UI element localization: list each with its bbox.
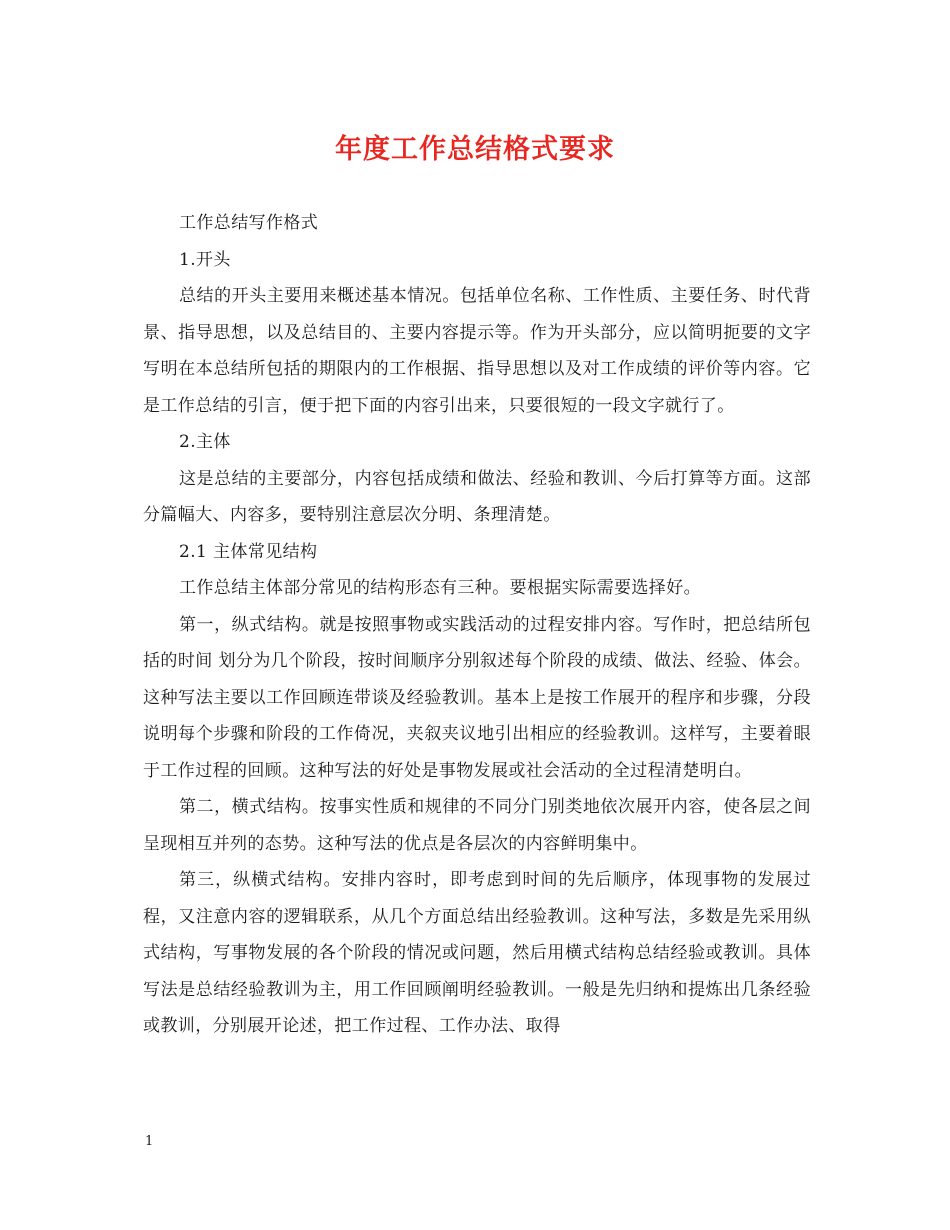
paragraph: 这是总结的主要部分，内容包括成绩和做法、经验和教训、今后打算等方面。这部分篇幅大、内容多，要特别注意层次分明、条理清楚。 — [143, 468, 811, 525]
document-body — [143, 205, 811, 1045]
paragraph: 工作总结主体部分常见的结构形态有三种。要根据实际需要选择好。 — [179, 578, 701, 598]
document-title: 年度工作总结格式要求 — [335, 134, 615, 165]
paragraph: 总结的开头主要用来概述基本情况。包括单位名称、工作性质、主要任务、时代背景、指导思想，以及总结目的、主要内容提示等。作为开头部分，应以简明扼要的文字写明在本总结所包括的期限内的工作根据、指导思想以及对工作成绩的评价等内容。它是工作总结的引言，便于把下面的内容引出来，只要很短的一段文字就行了。 — [143, 286, 811, 416]
paragraph: 第二，横式结构。按事实性质和规律的不同分门别类地依次展开内容，使各层之间呈现相互并列的态势。这种写法的优点是各层次的内容鲜明集中。 — [143, 797, 811, 854]
paragraph: 第一，纵式结构。就是按照事物或实践活动的过程安排内容。写作时，把总结所包括的时间 划分为几个阶段，按时间顺序分别叙述每个阶段的成绩、做法、经验、体会。这种写法主要以工作回顾连带谈及经验教训。基本上是按工作展开的程序和步骤，分段说明每个步骤和阶段的工作倚况，夹叙夹议地引出相应的经验教训。这样写，主要着眼于工作过程的回顾。这种写法的好处是事物发展或社会活动的全过程清楚明白。 — [143, 614, 811, 781]
paragraph: 第三，纵横式结构。安排内容时，即考虑到时间的先后顺序，体现事物的发展过程，又注意内容的逻辑联系，从几个方面总结出经验教训。这种写法，多数是先采用纵式结构，写事物发展的各个阶段的情况或问题，然后用横式结构总结经验或教训。具体写法是总结经验教训为主，用工作回顾阐明经验教训。一般是先归纳和提炼出几条经验或教训，分别展开论述，把工作过程、工作办法、取得 — [143, 870, 811, 1036]
page-number: 1 — [145, 1134, 154, 1149]
paragraph: 工作总结写作格式 — [179, 213, 319, 233]
paragraph: 2.1 主体常见结构 — [179, 541, 318, 562]
paragraph: 1.开头 — [179, 249, 231, 270]
paragraph: 2.主体 — [179, 432, 231, 452]
